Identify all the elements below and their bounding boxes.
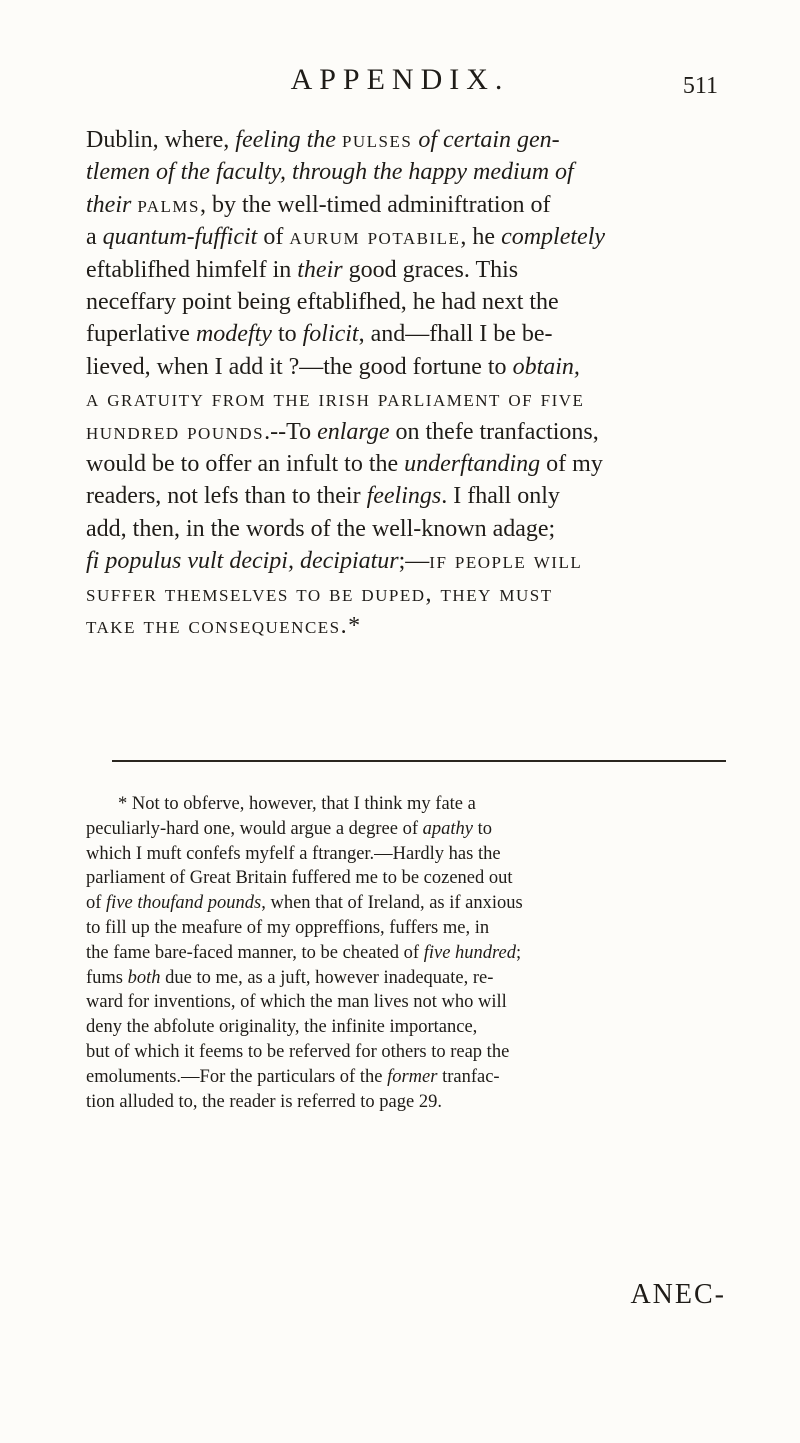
main-paragraph	[86, 124, 726, 643]
italic-run: modefty	[195, 321, 272, 348]
running-title: APPENDIX.	[290, 63, 510, 96]
footnote-line	[86, 990, 726, 1015]
text-run: fuperlative	[86, 321, 196, 348]
italic-run: underftanding	[404, 451, 541, 478]
text-line	[86, 578, 726, 610]
footnote-line	[86, 1065, 726, 1090]
text-run: readers, not lefs than to their	[86, 483, 367, 510]
small-caps-run: if people will	[429, 548, 583, 575]
text-run: a	[86, 224, 103, 251]
italic-run: fi populus vult decipi, decipiatur	[86, 548, 399, 575]
text-run: deny the abfolute originality, the infinite importance,	[86, 1017, 478, 1038]
italic-run: both	[127, 967, 161, 988]
text-run: emoluments.—For the particulars of the	[86, 1066, 388, 1087]
text-run: parliament of Great Britain fuffered me to be cozened out	[86, 868, 513, 889]
small-caps-run: a gratuity from the irish parliament of five	[86, 386, 585, 413]
text-run: , by the well-timed adminiftration of	[199, 191, 551, 218]
italic-run: folicit	[302, 321, 359, 348]
text-run: tion alluded to, the reader is referred to page 29.	[86, 1091, 442, 1112]
text-run: Dublin, where,	[86, 127, 236, 153]
italic-run: five thoufand pounds	[106, 893, 262, 914]
footnote-line	[86, 792, 726, 817]
italic-run: completely	[501, 224, 606, 251]
footnote-line	[86, 817, 726, 842]
catchword: ANEC-	[630, 1279, 726, 1310]
text-line	[86, 318, 726, 350]
text-run: to	[271, 321, 303, 348]
text-run: .--To	[264, 418, 318, 445]
footnote-line	[86, 866, 726, 891]
footnote-line	[86, 966, 726, 991]
text-run: neceffary point being eftablifhed, he had next the	[86, 289, 559, 316]
italic-run: quantum-fufficit	[102, 224, 258, 251]
text-line	[86, 221, 726, 253]
footnote	[86, 792, 726, 1114]
small-caps-run: palms	[137, 191, 200, 218]
italic-run: five hundred	[423, 942, 517, 963]
footnote-line	[86, 916, 726, 941]
text-line	[86, 254, 726, 286]
text-run: would be to offer an infult to the	[86, 451, 405, 478]
small-caps-run: pulses	[341, 127, 413, 153]
text-run: to	[472, 818, 492, 839]
footnote-line	[86, 1090, 726, 1115]
text-run: due to me, as a juft, however inadequate, re-	[160, 967, 494, 988]
text-run: on thefe tranfactions,	[389, 418, 599, 445]
footnote-rule	[112, 760, 726, 762]
small-caps-run: aurum potabile	[289, 224, 461, 251]
text-line	[86, 545, 726, 577]
text-run: to fill up the meafure of my oppreffions, fuffers me, in	[86, 917, 490, 938]
text-run: the fame bare-faced manner, to be cheated of	[86, 942, 424, 963]
page-number: 511	[682, 73, 718, 99]
running-head	[0, 58, 800, 102]
text-line	[86, 610, 726, 642]
italic-run: of certain gen-	[412, 127, 560, 153]
text-run: fums	[86, 967, 128, 988]
text-run: . I fhall only	[441, 483, 560, 510]
text-line	[86, 124, 726, 156]
small-caps-run: take the consequences.*	[86, 613, 362, 640]
italic-run: apathy	[422, 818, 473, 839]
text-run: but of which it feems to be referved for others to reap the	[86, 1041, 510, 1062]
text-line	[86, 416, 726, 448]
italic-run: feelings	[366, 483, 442, 510]
text-run: of	[86, 893, 107, 914]
text-run: , he	[460, 224, 502, 251]
text-run: lieved, when I add it ?—the good fortune to	[86, 353, 513, 380]
text-run: , and—fhall I be be-	[358, 321, 553, 348]
text-line	[86, 286, 726, 318]
text-run: add, then, in the words of the well-known adage;	[86, 515, 556, 542]
text-run: of	[257, 224, 290, 251]
footnote-line	[86, 891, 726, 916]
text-run: * Not to obferve, however, that I think my fate a	[118, 794, 476, 814]
italic-run: obtain,	[512, 353, 580, 380]
text-line	[86, 351, 726, 383]
footnote-line	[86, 842, 726, 867]
text-line	[86, 156, 726, 188]
text-run: ward for inventions, of which the man lives not who will	[86, 992, 507, 1013]
footnote-line	[86, 941, 726, 966]
small-caps-run: suffer themselves to be duped, they must	[86, 580, 553, 607]
text-run: peculiarly-hard one, would argue a degree of	[86, 818, 423, 839]
footnote-line	[86, 1040, 726, 1065]
text-line	[86, 448, 726, 480]
italic-run: tlemen of the faculty, through the happy medium of	[86, 159, 574, 186]
text-run: , when that of Ireland, as if anxious	[261, 893, 523, 914]
text-run: of my	[540, 451, 603, 478]
text-run: eftablifhed himfelf in	[86, 256, 298, 283]
text-line	[86, 480, 726, 512]
footnote-line	[86, 1015, 726, 1040]
text-run: good graces. This	[342, 256, 519, 283]
italic-run: their	[86, 191, 138, 218]
text-run: tranfac-	[437, 1066, 500, 1087]
text-run: ;—	[398, 548, 430, 575]
text-run: ;	[516, 942, 522, 963]
italic-run: enlarge	[317, 418, 390, 445]
text-line	[86, 383, 726, 415]
italic-run: former	[387, 1066, 438, 1087]
italic-run: feeling the	[235, 127, 342, 153]
text-run: which I muft confefs myfelf a ftranger.—Hardly has the	[86, 843, 501, 864]
text-line	[86, 189, 726, 221]
small-caps-run: hundred pounds	[86, 418, 265, 445]
italic-run: their	[297, 256, 343, 283]
text-line	[86, 513, 726, 545]
